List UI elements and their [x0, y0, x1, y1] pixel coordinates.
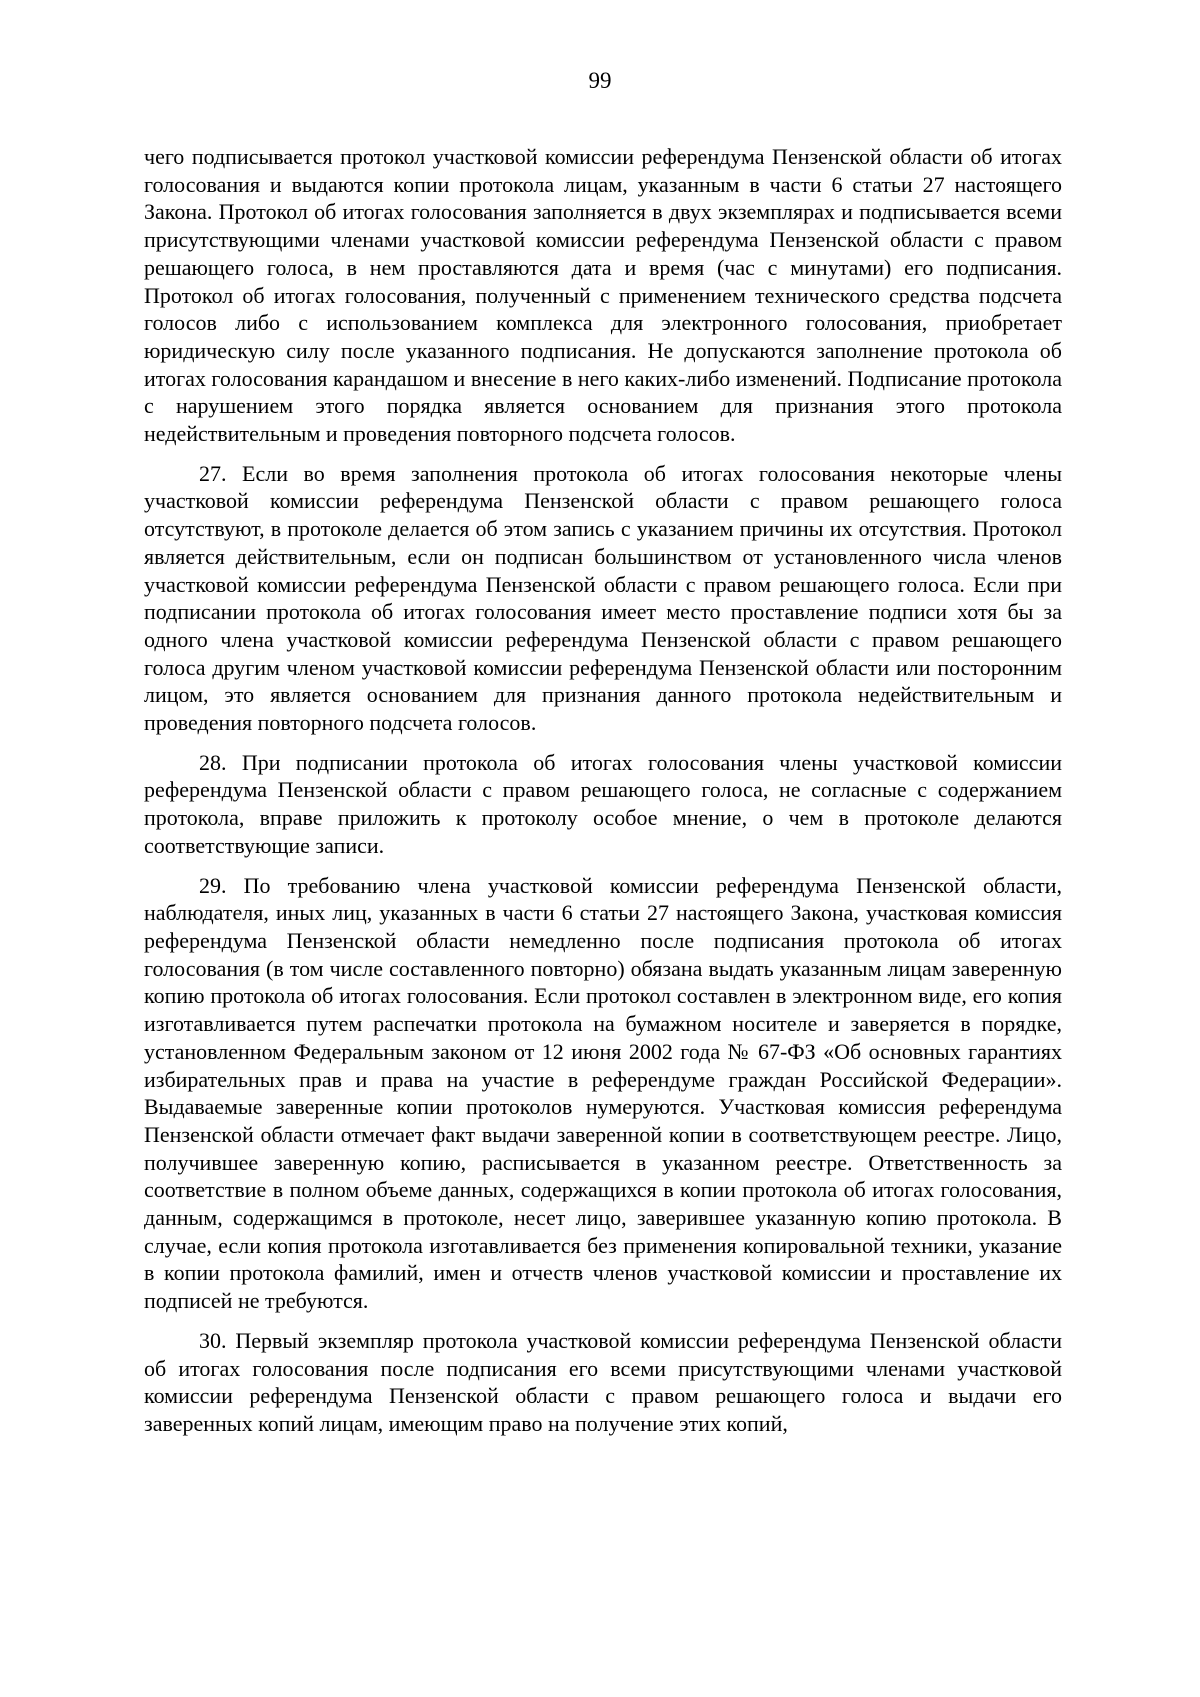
paragraph-item-27: 27. Если во время заполнения протокола об итогах голосования некоторые члены участковой комиссии референдума Пензенской области с правом решающего голоса отсутствуют, в протоколе делается об этом запись с указанием причины их отсутствия. Протокол является действительным, если он подписан большинством от установленного числа членов участковой комиссии референдума Пензенской области с правом решающего голоса. Если при подписании протокола об итогах голосования имеет место проставление подписи хотя бы за одного члена участковой комиссии референдума Пензенской области с правом решающего голоса другим членом участковой комиссии референдума Пензенской области или посторонним лицом, это является основанием для признания данного протокола недействительным и проведения повторного подсчета голосов.: [144, 460, 1062, 736]
document-body: [144, 143, 1062, 1450]
paragraph-item-30: 30. Первый экземпляр протокола участковой комиссии референдума Пензенской области об итогах голосования после подписания его всеми присутствующими членами участковой комиссии референдума Пензенской области с правом решающего голоса и выдачи его заверенных копий лицам, имеющим право на получение этих копий,: [144, 1327, 1062, 1436]
paragraph-item-28: 28. При подписании протокола об итогах голосования члены участковой комиссии референдума Пензенской области с правом решающего голоса, не согласные с содержанием протокола, вправе приложить к протоколу особое мнение, о чем в протоколе делаются соответствующие записи.: [144, 749, 1062, 858]
page-number: 99: [588, 68, 612, 93]
paragraph-continuation: чего подписывается протокол участковой комиссии референдума Пензенской области об итогах голосования и выдаются копии протокола лицам, указанным в части 6 статьи 27 настоящего Закона. Протокол об итогах голосования заполняется в двух экземплярах и подписывается всеми присутствующими членами участковой комиссии референдума Пензенской области с правом решающего голоса, в нем проставляются дата и время (час с минутами) его подписания. Протокол об итогах голосования, полученный с применением технического средства подсчета голосов либо с использованием комплекса для электронного голосования, приобретает юридическую силу после указанного подписания. Не допускаются заполнение протокола об итогах голосования карандашом и внесение в него каких-либо изменений. Подписание протокола с нарушением этого порядка является основанием для признания этого протокола недействительным и проведения повторного подсчета голосов.: [144, 144, 1062, 447]
paragraph-item-29: 29. По требованию члена участковой комиссии референдума Пензенской области, наблюдателя, иных лиц, указанных в части 6 статьи 27 настоящего Закона, участковая комиссия референдума Пензенской области немедленно после подписания протокола об итогах голосования (в том числе составленного повторно) обязана выдать указанным лицам заверенную копию протокола об итогах голосования. Если протокол составлен в электронном виде, его копия изготавливается путем распечатки протокола на бумажном носителе и заверяется в порядке, установленном Федеральным законом от 12 июня 2002 года № 67-ФЗ «Об основных гарантиях избирательных прав и права на участие в референдуме граждан Российской Федерации». Выдаваемые заверенные копии протоколов нумеруются. Участковая комиссия референдума Пензенской области отмечает факт выдачи заверенной копии в соответствующем реестре. Лицо, получившее заверенную копию, расписывается в указанном реестре. Ответственность за соответствие в полном объеме данных, содержащихся в копии протокола об итогах голосования, данным, содержащимся в протоколе, несет лицо, заверившее указанную копию протокола. В случае, если копия протокола изготавливается без применения копировальной техники, указание в копии протокола фамилий, имен и отчеств членов участковой комиссии и проставление их подписей не требуются.: [144, 872, 1062, 1314]
